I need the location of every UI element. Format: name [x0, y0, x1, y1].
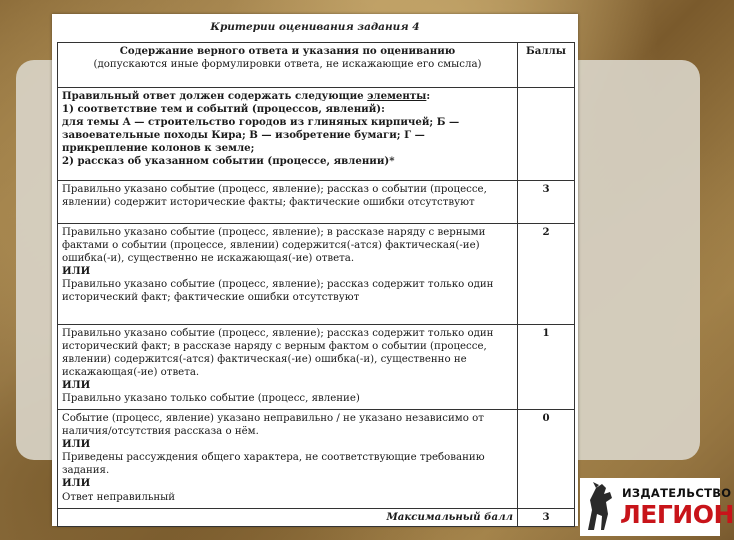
- or-separator: ИЛИ: [62, 477, 91, 490]
- criteria-cell: [58, 410, 518, 509]
- max-score-value: 3: [518, 509, 575, 527]
- or-separator: ИЛИ: [62, 438, 91, 451]
- content-header-subtitle: (допускаются иные формулировки ответа, не искажающие его смысла): [93, 59, 482, 71]
- publisher-logo: [580, 478, 734, 536]
- table-header-row: [58, 43, 575, 88]
- criteria-text: Правильно указано событие (процесс, явление); в рассказе наряду с верными фактами о событии (процессе, явлении) содержится(-атся) фактическая(-ие) ошибка(-и), существенно не искажающая(-ие) ответа.: [62, 227, 486, 265]
- criteria-text: Событие (процесс, явление) указано неправильно / не указано независимо от наличия/отсутствия рассказа о нём.: [62, 413, 484, 438]
- table-row: [58, 325, 575, 410]
- criteria-text: Правильно указано событие (процесс, явление); рассказ о событии (процессе, явлении) содержит исторические факты; фактические ошибки отсутствуют: [62, 184, 487, 209]
- document-title: Критерии оценивания задания 4: [210, 21, 420, 33]
- score-cell: 1: [518, 325, 575, 410]
- criteria-text: Приведены рассуждения общего характера, не соответствующие требованию задания.: [62, 452, 485, 477]
- criteria-text: Правильно указано событие (процесс, явление); рассказ содержит только один исторический факт; в рассказе наряду с верным фактом о событии (процессе, явлении) содержится(-атся) фактическая(-ие) ошибка(-и), существенно не искажающая(-ие) ответа.: [62, 328, 494, 379]
- max-score-label: Максимальный балл: [58, 509, 518, 527]
- or-separator: ИЛИ: [62, 379, 91, 392]
- score-cell: 3: [518, 181, 575, 224]
- logo-publisher-label: ИЗДАТЕЛЬСТВО: [622, 486, 732, 500]
- answer-item-2: 2) рассказ об указанном событии (процессе, явлении)*: [62, 155, 395, 168]
- max-score-row: [58, 509, 575, 527]
- answer-intro-suffix: :: [426, 90, 431, 102]
- answer-item-1-text: для темы А — строительство городов из глиняных кирпичей; Б — завоевательные походы Кира; В — изобретение бумаги; Г — прикрепление колонов к земле;: [62, 116, 460, 155]
- logo-publisher-name: ЛЕГИОН: [620, 500, 734, 529]
- table-row: [58, 410, 575, 509]
- score-header: Баллы: [518, 43, 575, 88]
- horse-icon: [582, 480, 620, 534]
- or-separator: ИЛИ: [62, 265, 91, 278]
- criteria-cell: [58, 224, 518, 325]
- criteria-text: Правильно указано событие (процесс, явление); рассказ содержит только один исторический факт; фактические ошибки отсутствуют: [62, 279, 494, 304]
- content-header: [58, 43, 518, 88]
- criteria-cell: [58, 325, 518, 410]
- criteria-text: Ответ неправильный: [62, 491, 176, 503]
- table-row: [58, 224, 575, 325]
- answer-intro-keyword: элементы: [367, 90, 427, 102]
- score-cell: 2: [518, 224, 575, 325]
- criteria-cell: [58, 181, 518, 224]
- score-cell: 0: [518, 410, 575, 509]
- answer-elements-score: [518, 88, 575, 181]
- content-header-title: Содержание верного ответа и указания по оцениванию: [119, 45, 456, 57]
- criteria-text: Правильно указано только событие (процесс, явление): [62, 393, 360, 405]
- answer-intro-prefix: Правильный ответ должен содержать следующие: [62, 90, 368, 102]
- document-page: [52, 14, 578, 526]
- answer-item-1: 1) соответствие тем и событий (процессов, явлений):: [62, 103, 385, 116]
- table-row: [58, 181, 575, 224]
- answer-elements-row: [58, 88, 575, 181]
- answer-elements-cell: [58, 88, 518, 181]
- criteria-table: [57, 42, 575, 527]
- answer-intro: [62, 90, 513, 103]
